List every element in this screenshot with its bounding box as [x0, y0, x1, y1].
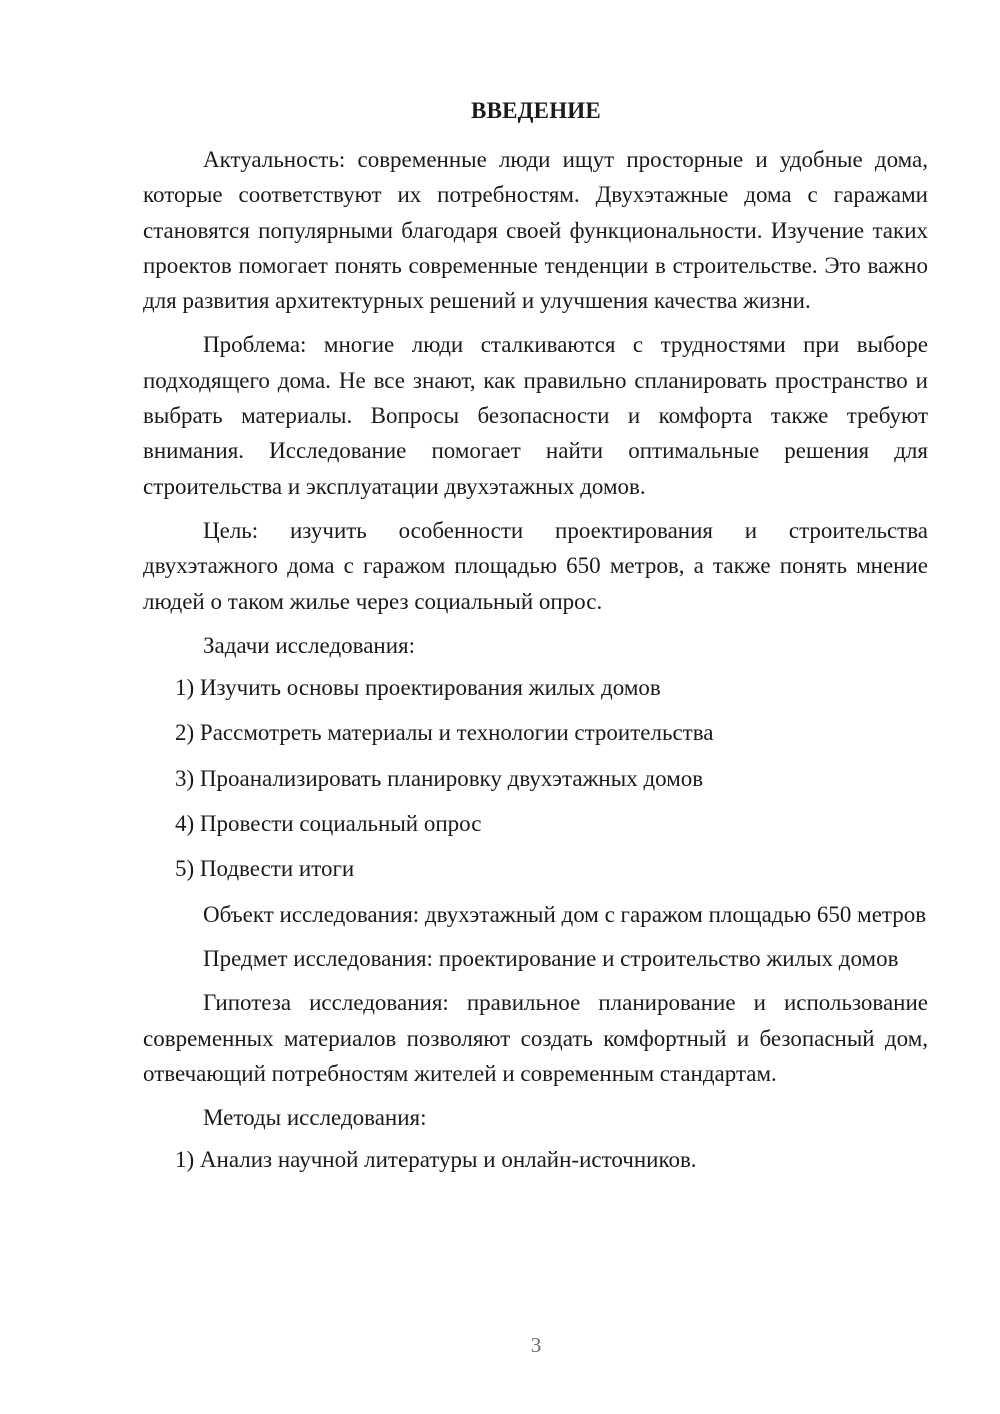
paragraph-object: Объект исследования: двухэтажный дом с гаражом площадью 650 метров: [203, 901, 927, 927]
list-item: 1) Изучить основы проектирования жилых домов: [175, 675, 661, 701]
paragraph-problem: Проблема: многие люди сталкиваются с трудностями при выборе подходящего дома. Не все знают, как правильно спланировать пространство и выбрать материалы. Вопросы безопасности и комфорта также требуют внимания. Исследование помогает найти оптимальные решения для строительства и эксплуатации двухэтажных домов.: [143, 332, 928, 499]
paragraph-subject: Предмет исследования: проектирование и строительство жилых домов: [203, 945, 899, 971]
methods-heading: Методы исследования:: [203, 1105, 427, 1131]
list-item: 5) Подвести итоги: [175, 856, 355, 882]
list-item: 2) Рассмотреть материалы и технологии строительства: [175, 720, 714, 746]
page-number: 3: [530, 1333, 542, 1357]
tasks-list: [143, 670, 928, 886]
tasks-heading: Задачи исследования:: [203, 632, 416, 658]
paragraph-hypothesis: Гипотеза исследования: правильное планирование и использование современных материалов позволяют создать комфортный и безопасный дом, отвечающий потребностям жителей и современным стандартам.: [143, 990, 928, 1086]
methods-list: [143, 1142, 928, 1177]
document-body: [143, 142, 928, 1188]
paragraph-relevance: Актуальность: современные люди ищут просторные и удобные дома, которые соответствуют их потребностям. Двухэтажные дома с гаражами становятся популярными благодаря своей функциональности. Изучение таких проектов помогает понять современные тенденции в строительстве. Это важно для развития архитектурных решений и улучшения качества жизни.: [143, 147, 928, 314]
list-item: 1) Анализ научной литературы и онлайн-источников.: [175, 1147, 697, 1173]
page-title: ВВЕДЕНИЕ: [471, 98, 601, 123]
list-item: 3) Проанализировать планировку двухэтажных домов: [175, 765, 704, 791]
list-item: 4) Провести социальный опрос: [175, 811, 482, 837]
paragraph-goal: Цель: изучить особенности проектирования и строительства двухэтажного дома с гаражом площадью 650 метров, а также понять мнение людей о таком жилье через социальный опрос.: [143, 517, 928, 614]
